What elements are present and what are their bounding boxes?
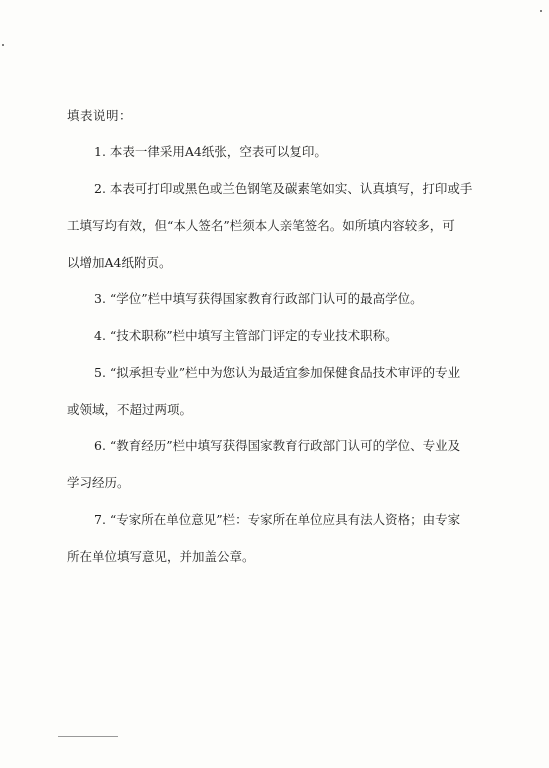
instruction-item-4 bbox=[67, 317, 493, 354]
instruction-line: 1. 本表一律采用A4纸张，空表可以复印。 bbox=[94, 144, 327, 159]
instruction-line: 工填写均有效，但“本人签名”栏须本人亲笔签名。如所填内容较多，可 bbox=[67, 218, 455, 233]
instruction-item-1 bbox=[67, 133, 493, 170]
instruction-line: 或领域，不超过两项。 bbox=[67, 402, 193, 417]
instruction-line: 所在单位填写意见，并加盖公章。 bbox=[67, 549, 255, 564]
instruction-item-7 bbox=[67, 501, 493, 575]
instruction-line: 5. “拟承担专业”栏中为您认为最适宜参加保健食品技术审评的专业 bbox=[94, 365, 461, 380]
scan-speck bbox=[540, 10, 542, 12]
instruction-line: 6. “教育经历”栏中填写获得国家教育行政部门认可的学位、专业及 bbox=[94, 438, 461, 453]
instructions-heading: 填表说明： bbox=[67, 108, 133, 123]
instruction-item-6 bbox=[67, 427, 493, 501]
instruction-line: 3. “学位”栏中填写获得国家教育行政部门认可的最高学位。 bbox=[94, 291, 423, 306]
instruction-item-5 bbox=[67, 354, 493, 428]
instruction-item-3 bbox=[67, 280, 493, 317]
instruction-line: 2. 本表可打印或黑色或兰色钢笔及碳素笔如实、认真填写，打印或手 bbox=[94, 181, 473, 196]
instruction-line: 学习经历。 bbox=[67, 475, 130, 490]
instruction-line: 4. “技术职称”栏中填写主管部门评定的专业技术职称。 bbox=[94, 328, 398, 343]
instruction-line: 7. “专家所在单位意见”栏：专家所在单位应具有法人资格；由专家 bbox=[94, 512, 461, 527]
scan-speck bbox=[2, 44, 4, 46]
scan-streak bbox=[58, 736, 118, 737]
instruction-line: 以增加A4纸附页。 bbox=[67, 255, 172, 270]
instruction-item-2 bbox=[67, 170, 493, 281]
